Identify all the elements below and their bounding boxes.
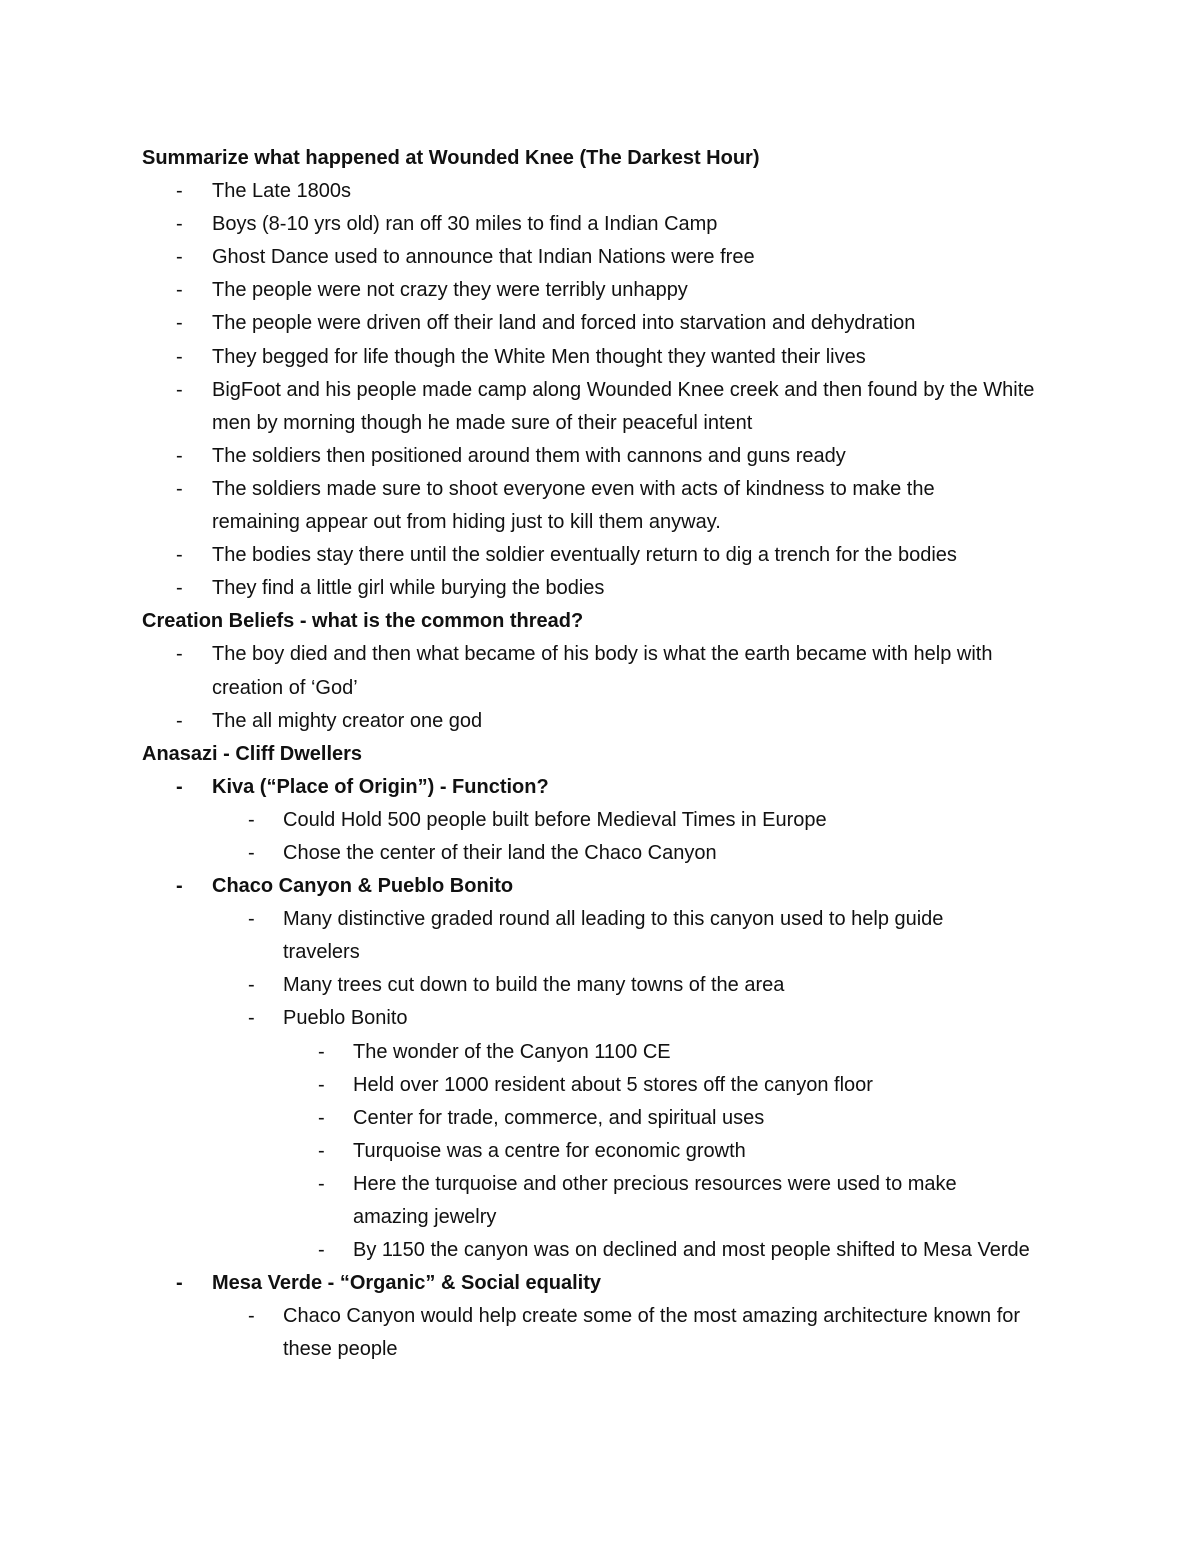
bullet-dash: - xyxy=(318,1073,325,1096)
list-item: - Chaco Canyon would help create some of the most amazing architecture known for these people xyxy=(142,1300,1062,1366)
bullet-dash: - xyxy=(248,1007,255,1030)
list-item: - Many trees cut down to build the many towns of the area xyxy=(142,969,1062,1002)
bullet-dash: - xyxy=(176,213,183,236)
bullet-dash: - xyxy=(176,477,183,500)
bullet-dash: - xyxy=(176,345,183,368)
bullet-dash: - xyxy=(176,180,183,203)
bullet-dash: - xyxy=(176,709,183,732)
list-item: - Boys (8-10 yrs old) ran off 30 miles to find a Indian Camp xyxy=(142,208,1062,241)
list-item: - The people were driven off their land and forced into starvation and dehydration xyxy=(142,307,1062,340)
list-item: - The people were not crazy they were terribly unhappy xyxy=(142,274,1062,307)
bullet-dash: - xyxy=(176,279,183,302)
bullet-dash: - xyxy=(248,808,255,831)
list-item: - The soldiers made sure to shoot everyone even with acts of kindness to make the remaining appear out from hiding just to kill them anyway. xyxy=(142,473,1062,539)
bullet-dash: - xyxy=(318,1239,325,1262)
subheading-mesa-verde: - Mesa Verde - “Organic” & Social equality xyxy=(142,1267,1062,1300)
list-item: - Many distinctive graded round all leading to this canyon used to help guide travelers xyxy=(142,903,1062,969)
bullet-dash: - xyxy=(248,908,255,931)
bullet-dash: - xyxy=(176,643,183,666)
list-item: - They begged for life though the White Men thought they wanted their lives xyxy=(142,341,1062,374)
bullet-dash: - xyxy=(248,1305,255,1328)
list-item: - By 1150 the canyon was on declined and most people shifted to Mesa Verde xyxy=(142,1234,1062,1267)
list-item: - Held over 1000 resident about 5 stores off the canyon floor xyxy=(142,1069,1062,1102)
bullet-dash: - xyxy=(248,841,255,864)
bullet-dash: - xyxy=(176,246,183,269)
list-item: - Ghost Dance used to announce that Indian Nations were free xyxy=(142,241,1062,274)
list-item: - Pueblo Bonito xyxy=(142,1002,1062,1035)
bullet-dash: - xyxy=(176,444,183,467)
list-item: - Center for trade, commerce, and spiritual uses xyxy=(142,1102,1062,1135)
heading-anasazi: Anasazi - Cliff Dwellers xyxy=(142,742,363,765)
bullet-dash: - xyxy=(318,1106,325,1129)
list-item: - The soldiers then positioned around them with cannons and guns ready xyxy=(142,440,1062,473)
bullet-dash: - xyxy=(176,1272,183,1295)
subheading-chaco-canyon: - Chaco Canyon & Pueblo Bonito xyxy=(142,870,1062,903)
list-item: - Chose the center of their land the Chaco Canyon xyxy=(142,837,1062,870)
heading-creation-beliefs: Creation Beliefs - what is the common thread? xyxy=(142,610,584,633)
heading-wounded-knee: Summarize what happened at Wounded Knee (The Darkest Hour) xyxy=(142,147,760,169)
bullet-dash: - xyxy=(176,775,183,798)
list-item: - Turquoise was a centre for economic growth xyxy=(142,1135,1062,1168)
bullet-dash: - xyxy=(318,1040,325,1063)
subheading-kiva: - Kiva (“Place of Origin”) - Function? xyxy=(142,771,1062,804)
bullet-dash: - xyxy=(176,378,183,401)
list-item: - They find a little girl while burying the bodies xyxy=(142,572,1062,605)
list-item: - BigFoot and his people made camp along Wounded Knee creek and then found by the White men by morning though he made sure of their peaceful intent xyxy=(142,374,1062,440)
list-item: - The wonder of the Canyon 1100 CE xyxy=(142,1036,1062,1069)
list-item: - The bodies stay there until the soldier eventually return to dig a trench for the bodies xyxy=(142,539,1062,572)
bullet-dash: - xyxy=(176,544,183,567)
bullet-dash: - xyxy=(176,875,183,898)
bullet-dash: - xyxy=(176,577,183,600)
list-item: - Here the turquoise and other precious resources were used to make amazing jewelry xyxy=(142,1168,1062,1234)
list-item: - The boy died and then what became of his body is what the earth became with help with creation of ‘God’ xyxy=(142,638,1062,704)
bullet-dash: - xyxy=(318,1139,325,1162)
bullet-dash: - xyxy=(176,312,183,335)
bullet-dash: - xyxy=(318,1172,325,1195)
list-item: - The Late 1800s xyxy=(142,175,1062,208)
list-item: - The all mighty creator one god xyxy=(142,705,1062,738)
list-item: - Could Hold 500 people built before Medieval Times in Europe xyxy=(142,804,1062,837)
notes-body xyxy=(142,142,1062,1366)
bullet-dash: - xyxy=(248,974,255,997)
